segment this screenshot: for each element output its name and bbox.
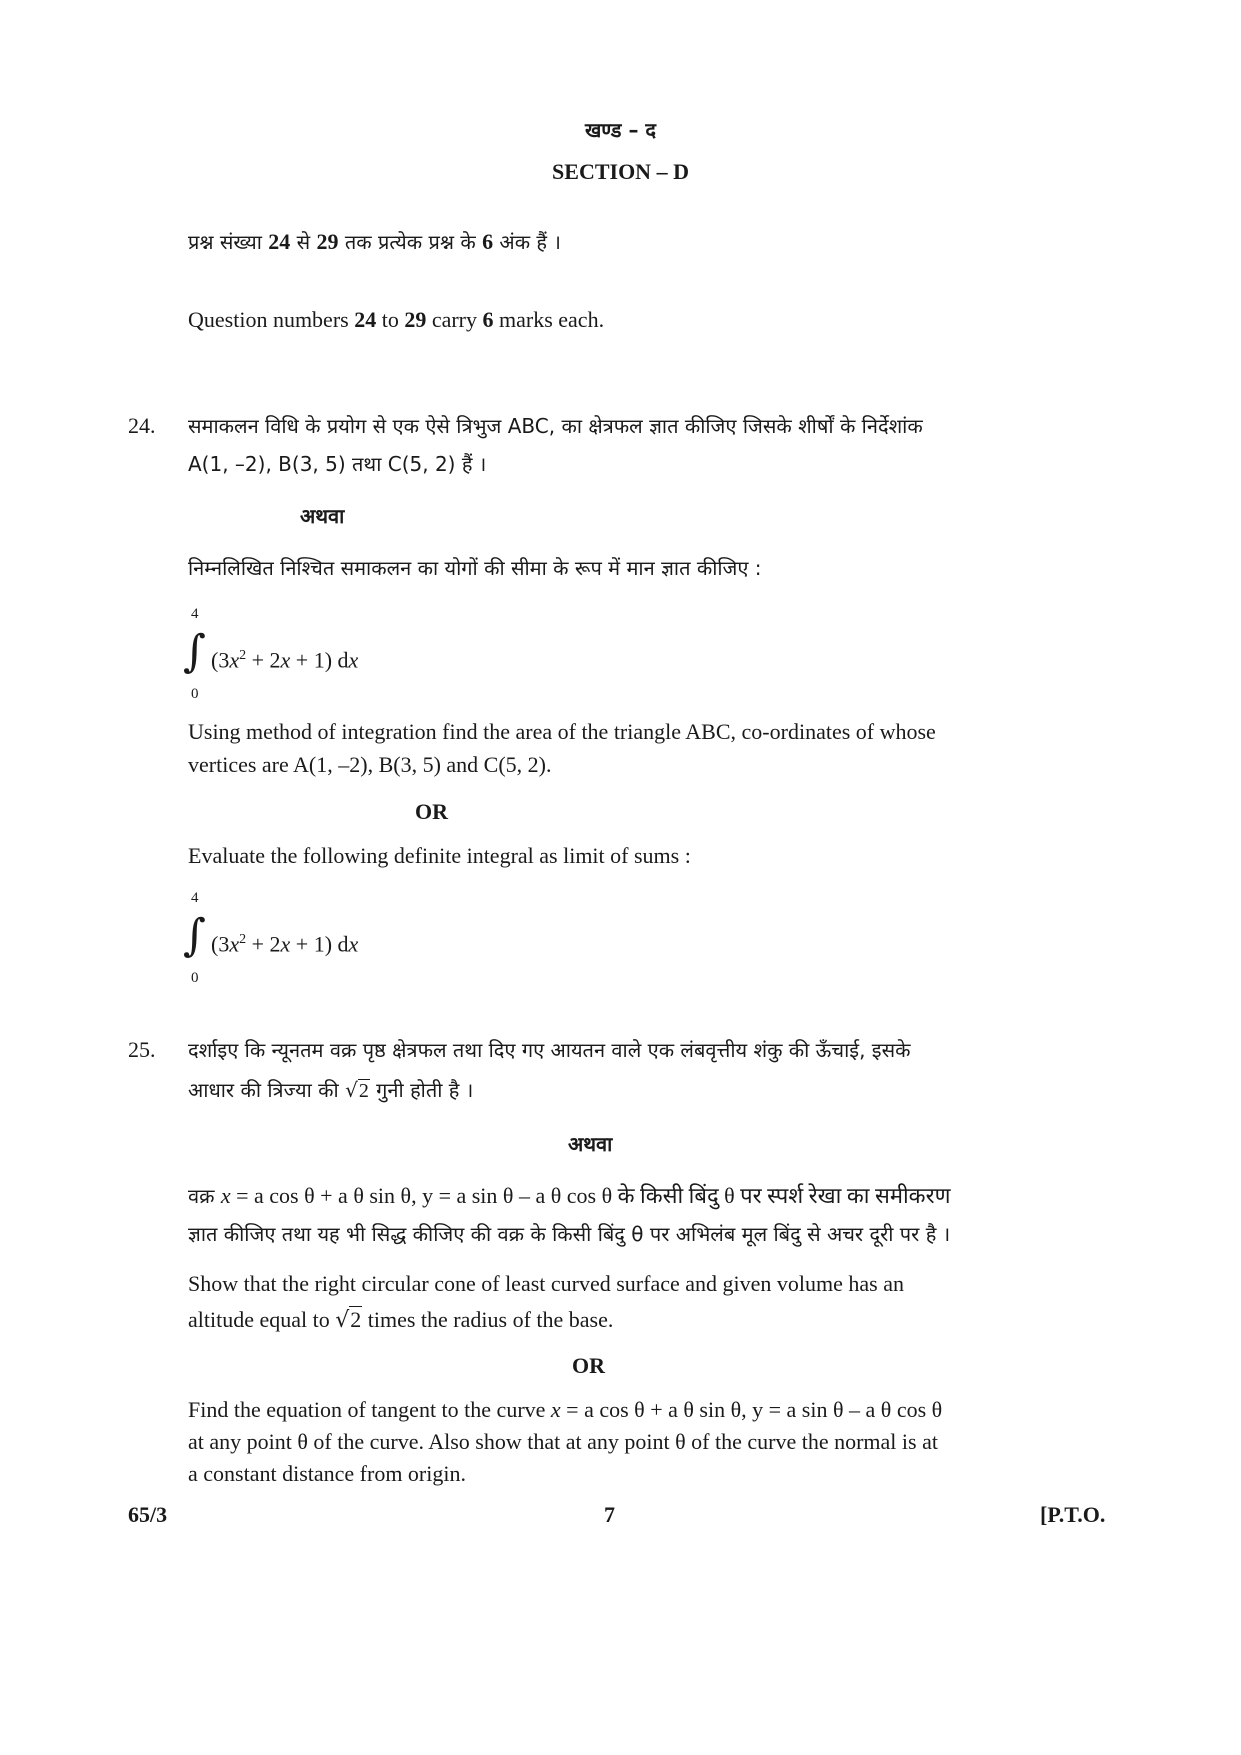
section-title-english: SECTION – D [552, 159, 689, 184]
question-25-hindi-line2: आधार की त्रिज्या की √2 गुनी होती है । [188, 1074, 473, 1107]
question-24-number: 24. [128, 413, 156, 438]
question-25-number: 25. [128, 1037, 156, 1062]
pto-label: [P.T.O. [1040, 1502, 1106, 1527]
section-title-hindi: खण्ड – द [584, 118, 657, 142]
integral-upper-limit: 4 [191, 890, 199, 906]
instructions-hindi: प्रश्न संख्या 24 से 29 तक प्रत्येक प्रश्न के 6 अंक हैं । [188, 229, 561, 254]
sqrt-two: √2 [345, 1078, 369, 1102]
question-25-hindi-alt-line1: वक्र x = a cos θ + a θ sin θ, y = a sin θ – a θ cos θ के किसी बिंदु θ पर स्पर्श रेखा का समीकरण [188, 1183, 951, 1208]
question-24-english-line1: Using method of integration find the area of the triangle ABC, co-ordinates of whose [188, 719, 936, 744]
question-25-english-alt-line2: at any point θ of the curve. Also show that at any point θ of the curve the normal is at [188, 1429, 938, 1454]
page-number: 7 [604, 1502, 615, 1527]
question-24-hindi-line2: A(1, –2), B(3, 5) तथा C(5, 2) हैं । [188, 452, 487, 476]
instructions-english: Question numbers 24 to 29 carry 6 marks each. [188, 307, 605, 332]
integral-upper-limit: 4 [191, 606, 199, 622]
question-25-hindi-alt-line2: ज्ञात कीजिए तथा यह भी सिद्ध कीजिए की वक्र के किसी बिंदु θ पर अभिलंब मूल बिंदु से अचर दूरी पर है । [188, 1222, 951, 1246]
or-hindi-label: अथवा [568, 1132, 613, 1156]
question-24-hindi-line1: समाकलन विधि के प्रयोग से एक ऐसे त्रिभुज ABC, का क्षेत्रफल ज्ञात कीजिए जिसके शीर्षों के निर्देशांक [188, 414, 923, 438]
integral-expression: $(3x^2 + 2x + 1)$ dx [211, 931, 359, 957]
paper-code: 65/3 [128, 1502, 168, 1527]
question-25-english-line2: altitude equal to √2 times the radius of the base. [188, 1304, 613, 1337]
question-25-english-line1: Show that the right circular cone of least curved surface and given volume has an [188, 1271, 904, 1296]
or-english-label: OR [572, 1353, 605, 1378]
or-hindi-label: अथवा [300, 504, 345, 528]
integral-expression: $(3x^2 + 2x + 1)$ dx [211, 647, 359, 673]
question-24-hindi-alt: निम्नलिखित निश्चित समाकलन का योगों की सीमा के रूप में मान ज्ञात कीजिए : [188, 556, 762, 580]
or-english-label: OR [415, 799, 448, 824]
integral-lower-limit: 0 [191, 686, 199, 702]
integral-lower-limit: 0 [191, 970, 199, 986]
sqrt-two: √2 [335, 1307, 362, 1333]
question-25-hindi-line1: दर्शाइए कि न्यूनतम वक्र पृष्ठ क्षेत्रफल तथा दिए गए आयतन वाले एक लंबवृत्तीय शंकु की ऊँचाई, इसके [188, 1038, 911, 1062]
integral-sign: ∫ [183, 626, 206, 677]
integral-sign: ∫ [183, 910, 206, 961]
question-24-english-line2: vertices are A(1, –2), B(3, 5) and C(5, 2). [188, 752, 552, 777]
question-25-english-alt-line3: a constant distance from origin. [188, 1461, 466, 1486]
question-24-english-alt: Evaluate the following definite integral as limit of sums : [188, 843, 691, 868]
question-25-english-alt-line1: Find the equation of tangent to the curve x = a cos θ + a θ sin θ, y = a sin θ – a θ cos θ [188, 1397, 943, 1422]
